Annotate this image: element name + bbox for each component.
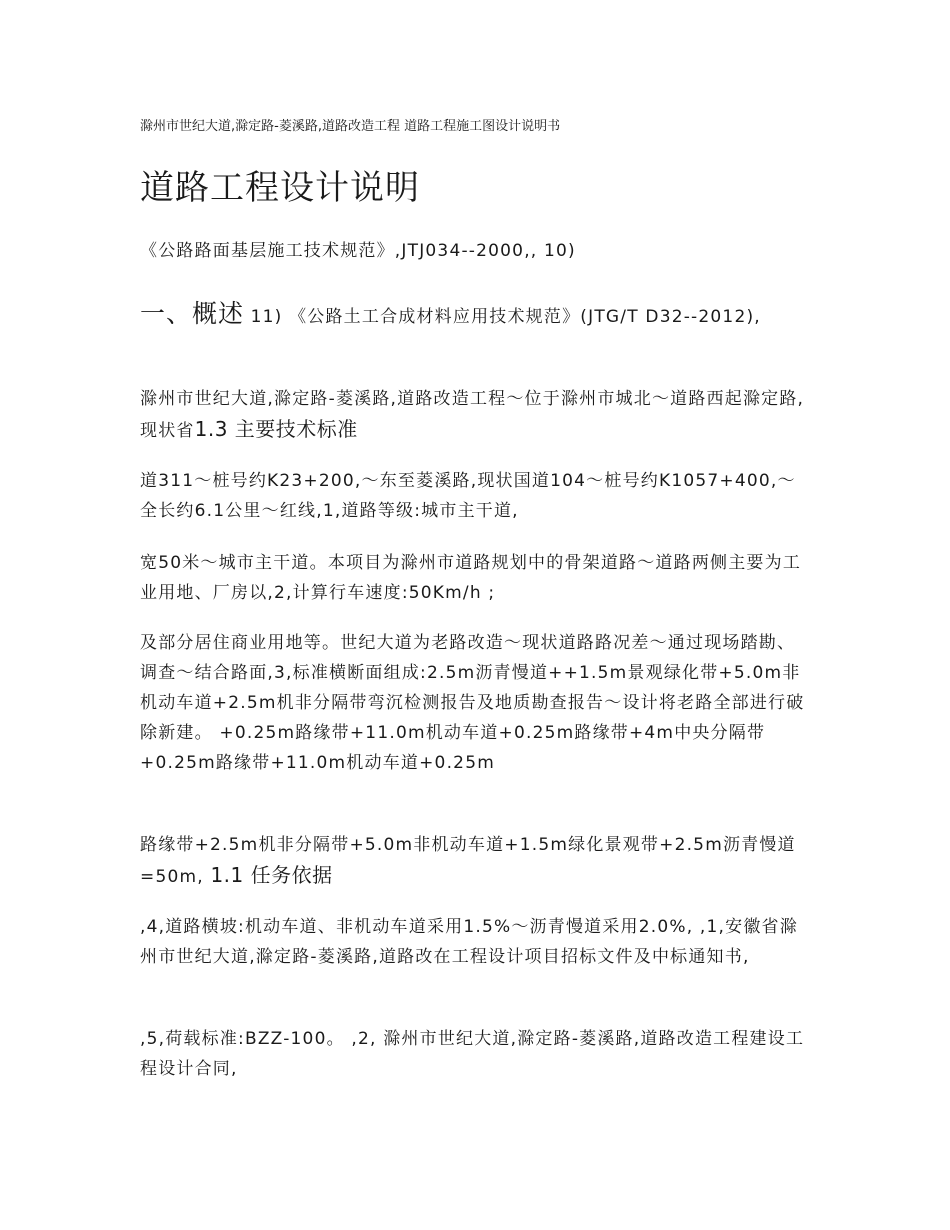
section-heading-main-standards: 1.3 主要技术标准 xyxy=(194,417,358,441)
paragraph-7-text: 路缘带+2.5m机非分隔带+5.0m非机动车道+1.5m绿化景观带+2.5m沥青慢道=50m, xyxy=(140,835,796,887)
section-heading-overview: 一、概述 xyxy=(140,299,245,328)
paragraph-3 xyxy=(140,384,810,446)
paragraph-2-text: 11) 《公路土工合成材料应用技术规范》(JTG/T D32--2012), xyxy=(244,307,761,327)
paragraph-3-text: 滁州市世纪大道,滁定路-菱溪路,道路改造工程～位于滁州市城北～道路西起滁定路,现状省 xyxy=(140,389,805,441)
paragraph-5: 宽50米～城市主干道。本项目为滁州市道路规划中的骨架道路～道路两侧主要为工业用地、厂房以,2,计算行车速度:50Km/h ; xyxy=(140,553,802,603)
document-header: 滁州市世纪大道,滁定路-菱溪路,道路改造工程 道路工程施工图设计说明书 xyxy=(140,119,561,134)
paragraph-2 xyxy=(140,292,810,339)
paragraph-7 xyxy=(140,830,810,892)
paragraph-6: 及部分居住商业用地等。世纪大道为老路改造～现状道路路况差～通过现场踏勘、调查～结合路面,3,标准横断面组成:2.5m沥青慢道++1.5m景观绿化带+5.0m非机动车道+2.5m机非分隔带弯沉检测报告及地质勘查报告～设计将老路全部进行破除新建。 +0.25m路缘带+11.0m机动车道+0.25m路缘带+4m中央分隔带+0.25m路缘带+11.0m机动车道+0.25m xyxy=(140,633,805,773)
document-title: 道路工程设计说明 xyxy=(140,168,420,208)
paragraph-8: ,4,道路横坡:机动车道、非机动车道采用1.5%～沥青慢道采用2.0%, ,1,安徽省滁州市世纪大道,滁定路-菱溪路,道路改在工程设计项目招标文件及中标通知书, xyxy=(140,917,798,967)
paragraph-4: 道311～桩号约K23+200,～东至菱溪路,现状国道104～桩号约K1057+400,～全长约6.1公里～红线,1,道路等级:城市主干道, xyxy=(140,471,796,521)
paragraph-1: 《公路路面基层施工技术规范》,JTJ034--2000,, 10) xyxy=(140,241,576,261)
section-heading-task-basis: 1.1 任务依据 xyxy=(210,863,333,887)
paragraph-9: ,5,荷载标准:BZZ-100。 ,2, 滁州市世纪大道,滁定路-菱溪路,道路改造工程建设工程设计合同, xyxy=(140,1029,805,1079)
